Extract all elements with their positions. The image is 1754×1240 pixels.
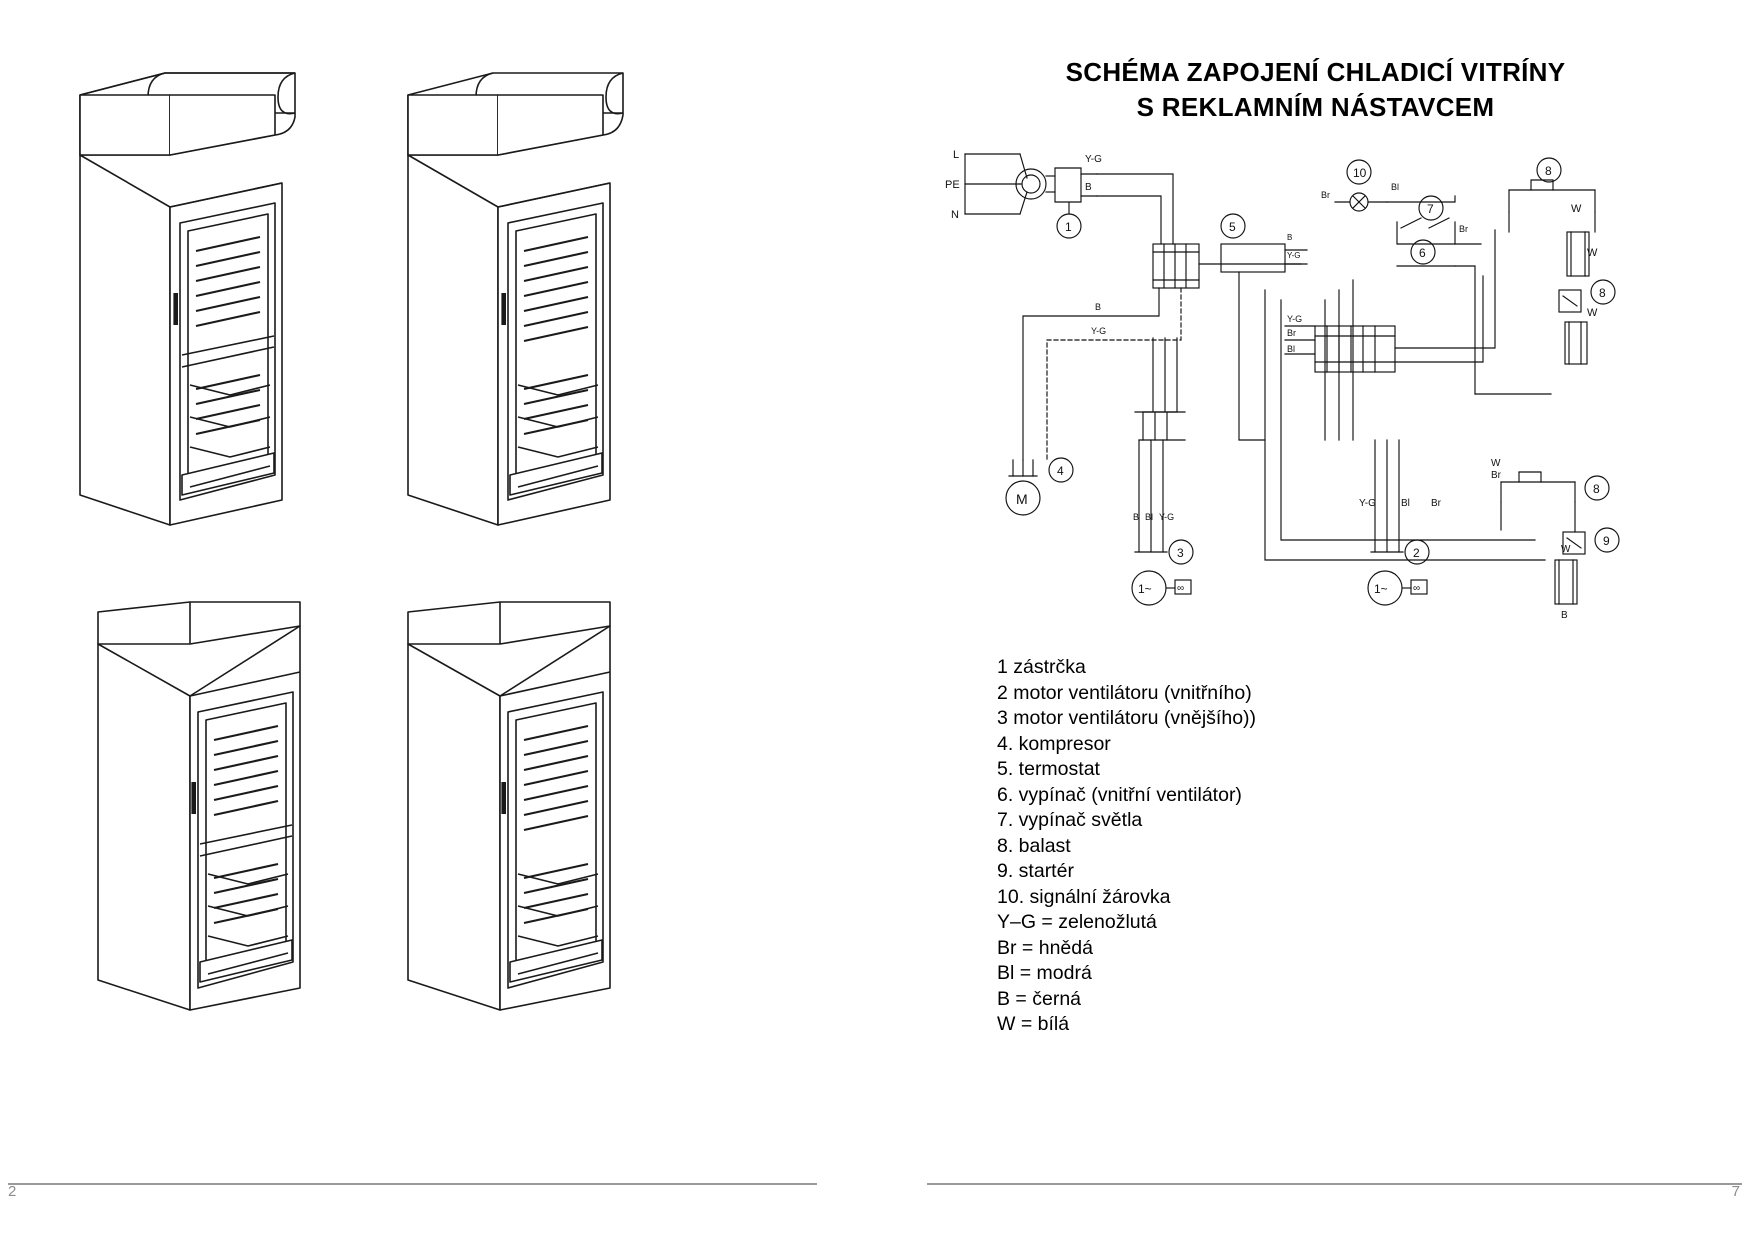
legend-item: 9. startér: [997, 860, 1074, 882]
svg-text:4: 4: [1057, 464, 1064, 478]
legend-item: Br = hnědá: [997, 936, 1093, 959]
svg-text:Y-G: Y-G: [1287, 314, 1303, 324]
svg-text:N: N: [951, 209, 959, 221]
svg-text:PE: PE: [945, 179, 960, 191]
legend-item: 7. vypínač světla: [997, 809, 1143, 831]
svg-text:Y-G: Y-G: [1159, 512, 1175, 522]
page-title-line1: SCHÉMA ZAPOJENÍ CHLADICÍ VITRÍNY: [1065, 57, 1566, 87]
svg-text:Y-G: Y-G: [1287, 251, 1301, 260]
legend-item: B = černá: [997, 987, 1082, 1010]
svg-text:B: B: [1085, 182, 1092, 193]
svg-text:W: W: [1491, 458, 1501, 469]
svg-text:Y-G: Y-G: [1091, 326, 1107, 336]
svg-text:W: W: [1587, 247, 1598, 259]
svg-text:Y-G: Y-G: [1359, 498, 1376, 509]
svg-text:1~: 1~: [1374, 582, 1388, 596]
svg-text:∞: ∞: [1177, 583, 1185, 594]
svg-text:8: 8: [1545, 164, 1552, 178]
svg-text:∞: ∞: [1413, 583, 1421, 594]
svg-text:L: L: [953, 149, 960, 161]
legend-item: 6. vypínač (vnitřní ventilátor): [997, 783, 1242, 806]
figure-display-case-top-left: [70, 55, 350, 535]
svg-text:5: 5: [1229, 220, 1236, 234]
svg-text:M: M: [1016, 491, 1028, 507]
legend-item: W = bílá: [997, 1013, 1070, 1035]
figure-display-case-bottom-right: [400, 600, 680, 1020]
page-number-right: 7: [1731, 1183, 1740, 1200]
svg-text:2: 2: [1413, 546, 1420, 560]
legend-item: 1 zástrčka: [997, 656, 1086, 678]
footer-divider-left: [8, 1183, 817, 1185]
svg-text:9: 9: [1603, 534, 1610, 548]
svg-text:1: 1: [1065, 220, 1072, 234]
right-page: [877, 0, 1754, 1240]
legend-item: 2 motor ventilátoru (vnitřního): [997, 681, 1252, 704]
page-title: [917, 55, 1714, 125]
svg-text:Bl: Bl: [1145, 512, 1154, 522]
svg-text:10: 10: [1353, 166, 1367, 180]
svg-text:Br: Br: [1491, 470, 1501, 481]
legend-item: 5. termostat: [997, 758, 1100, 780]
svg-text:1~: 1~: [1138, 582, 1152, 596]
svg-text:Bl: Bl: [1287, 344, 1296, 354]
svg-text:W: W: [1587, 307, 1598, 319]
svg-text:Bl: Bl: [1391, 182, 1400, 192]
page-number-left: 2: [8, 1183, 17, 1200]
svg-text:Bl: Bl: [1401, 498, 1410, 509]
legend-item: 10. signální žárovka: [997, 885, 1171, 908]
svg-text:8: 8: [1593, 482, 1600, 496]
svg-text:W: W: [1561, 544, 1571, 555]
svg-text:Br: Br: [1431, 498, 1441, 509]
svg-text:Br: Br: [1287, 328, 1296, 338]
legend-item: 8. balast: [997, 834, 1071, 857]
svg-text:Br: Br: [1321, 190, 1330, 200]
svg-text:Br: Br: [1459, 224, 1468, 234]
legend-item: Y–G = zelenožlutá: [997, 911, 1157, 933]
schematic-legend: [997, 655, 1256, 1038]
svg-text:6: 6: [1419, 246, 1426, 260]
page-title-line2: S REKLAMNÍM NÁSTAVCEM: [1136, 92, 1495, 123]
legend-item: 4. kompresor: [997, 732, 1111, 755]
svg-text:W: W: [1571, 203, 1582, 215]
legend-item: 3 motor ventilátoru (vnějšího)): [997, 707, 1257, 729]
wiring-diagram: [935, 140, 1725, 621]
svg-text:B: B: [1287, 233, 1293, 242]
svg-text:B: B: [1561, 610, 1568, 621]
svg-text:7: 7: [1427, 202, 1434, 216]
svg-text:Y-G: Y-G: [1085, 154, 1102, 165]
figure-display-case-top-right: [398, 55, 678, 535]
figure-display-case-bottom-left: [90, 600, 370, 1020]
legend-item: Bl = modrá: [997, 962, 1092, 984]
svg-text:8: 8: [1599, 286, 1606, 300]
svg-text:B: B: [1133, 512, 1140, 522]
svg-text:3: 3: [1177, 546, 1184, 560]
svg-text:B: B: [1095, 302, 1102, 312]
footer-divider-right: [927, 1183, 1742, 1185]
